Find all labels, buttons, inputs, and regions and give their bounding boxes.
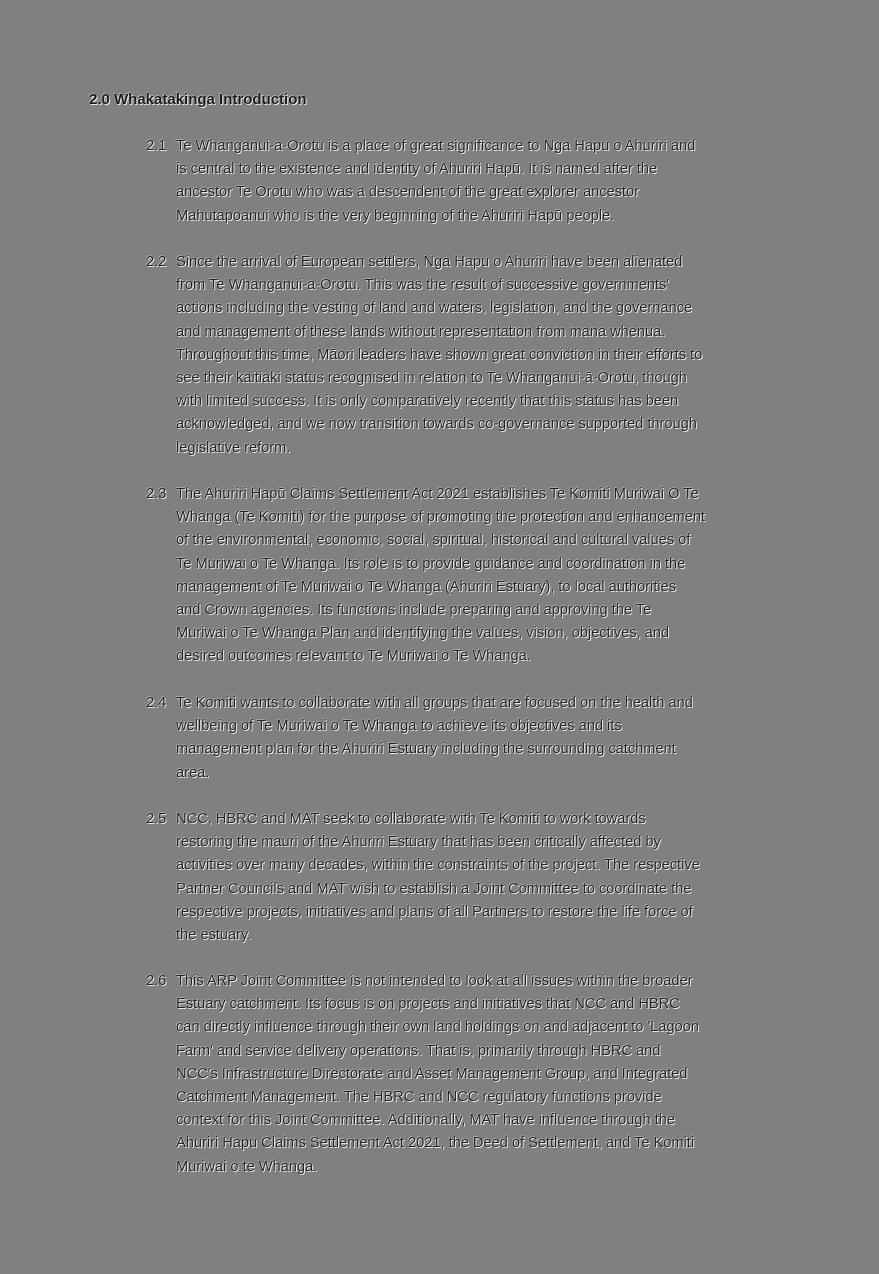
paragraph-line: wellbeing of Te Muriwai o Te Whanga to achieve its objectives and its xyxy=(176,718,622,735)
paragraph-2-2 xyxy=(146,251,806,460)
paragraph-line: see their kaitiaki status recognised in relation to Te Whanganui-ā-Orotu, though xyxy=(176,370,687,387)
paragraph-line: and management of these lands without representation from mana whenua. xyxy=(176,323,666,340)
paragraph-body xyxy=(176,135,806,228)
paragraph-line: legislative reform. xyxy=(176,439,291,456)
paragraph-line: acknowledged, and we now transition towards co-governance supported through xyxy=(176,416,697,433)
paragraph-line: respective projects, initiatives and plans of all Partners to restore the life force of xyxy=(176,903,693,920)
paragraph-body xyxy=(176,251,806,460)
paragraph-2-1 xyxy=(146,135,806,228)
paragraph-2-4 xyxy=(146,692,806,785)
paragraph-line: NCC, HBRC and MAT seek to collaborate with Te Komiti to work towards xyxy=(176,811,646,827)
paragraph-line: ancestor Te Orotu who was a descendent of the great explorer ancestor xyxy=(176,184,639,201)
paragraph-line: management plan for the Ahuriri Estuary including the surrounding catchment xyxy=(176,741,676,758)
paragraph-line: The Ahuriri Hapū Claims Settlement Act 2021 establishes Te Komiti Muriwai O Te xyxy=(176,486,699,502)
paragraph-line: Mahutapoanui who is the very beginning of the Ahuriri Hapū people. xyxy=(176,207,615,224)
paragraph-line: can directly influence through their own land holdings on and adjacent to 'Lagoon xyxy=(176,1019,699,1036)
paragraph-line: restoring the mauri of the Ahuriri Estuary that has been critically affected by xyxy=(176,834,661,851)
paragraph-line: is central to the existence and identity of Ahuriri Hapū. It is named after the xyxy=(176,161,658,178)
paragraph-line: Partner Councils and MAT wish to establish a Joint Committee to coordinate the xyxy=(176,880,692,897)
paragraph-body xyxy=(176,692,806,785)
paragraph-line: Muriwai o Te Whanga Plan and identifying the values, vision, objectives, and xyxy=(176,625,669,642)
paragraph-body xyxy=(176,808,806,947)
paragraph-line: from Te Whanganui-a-Orotu. This was the result of successive governments' xyxy=(176,277,669,294)
paragraph-line: Since the arrival of European settlers, Nga Hapu o Ahuriri have been alienated xyxy=(176,254,683,270)
paragraph-line: Farm' and service delivery operations. That is, primarily through HBRC and xyxy=(176,1042,661,1059)
paragraph-line: and Crown agencies. Its functions include preparing and approving the Te xyxy=(176,602,652,619)
paragraph-line: activities over many decades, within the constraints of the project. The respective xyxy=(176,857,700,874)
paragraph-line: context for this Joint Committee. Additionally, MAT have influence through the xyxy=(176,1112,675,1129)
paragraph-line: Te Whanganui-a-Orotu is a place of great significance to Nga Hapu o Ahuriri and xyxy=(176,138,696,154)
paragraph-line: Te Muriwai o Te Whanga. Its role is to provide guidance and coordination in the xyxy=(176,555,686,572)
paragraph-body xyxy=(176,970,806,1179)
paragraph-line: management of Te Muriwai o Te Whanga (Ahuriri Estuary), to local authorities xyxy=(176,578,676,595)
paragraph-line: area. xyxy=(176,764,210,781)
paragraph-2-6 xyxy=(146,970,806,1179)
section-heading: 2.0 Whakatakinga Introduction xyxy=(89,91,307,108)
paragraph-line: the estuary. xyxy=(176,927,252,944)
paragraph-line: Whanga (Te Komiti) for the purpose of promoting the protection and enhancement xyxy=(176,509,705,526)
paragraph-line: Catchment Management. The HBRC and NCC regulatory functions provide xyxy=(176,1089,662,1106)
paragraph-line: Throughout this time, Māori leaders have shown great conviction in their efforts to xyxy=(176,346,703,363)
paragraph-number: 2.4 xyxy=(146,695,167,711)
paragraph-number: 2.3 xyxy=(146,486,167,502)
paragraph-line: with limited success. It is only comparatively recently that this status has been xyxy=(176,393,679,410)
paragraph-line: Muriwai o te Whanga. xyxy=(176,1158,318,1175)
paragraph-line: This ARP Joint Committee is not intended to look at all issues within the broader xyxy=(176,973,693,989)
paragraph-number: 2.2 xyxy=(146,254,167,270)
paragraph-line: Estuary catchment. Its focus is on projects and initiatives that NCC and HBRC xyxy=(176,996,680,1013)
paragraph-number: 2.1 xyxy=(146,138,167,154)
paragraph-line: of the environmental, economic, social, spiritual, historical and cultural values of xyxy=(176,532,691,549)
paragraph-line: Ahuriri Hapu Claims Settlement Act 2021, the Deed of Settlement, and Te Komiti xyxy=(176,1135,695,1152)
paragraph-number: 2.6 xyxy=(146,973,167,989)
paragraph-line: Te Komiti wants to collaborate with all groups that are focused on the health and xyxy=(176,695,693,711)
paragraph-line: desired outcomes relevant to Te Muriwai o Te Whanga. xyxy=(176,648,531,665)
paragraph-2-5 xyxy=(146,808,806,947)
paragraph-body xyxy=(176,483,806,669)
paragraph-2-3 xyxy=(146,483,806,669)
paragraph-number: 2.5 xyxy=(146,811,167,827)
paragraph-line: actions including the vesting of land and waters, legislation, and the governance xyxy=(176,300,692,317)
paragraph-line: NCC's Infrastructure Directorate and Asset Management Group, and Integrated xyxy=(176,1065,688,1082)
